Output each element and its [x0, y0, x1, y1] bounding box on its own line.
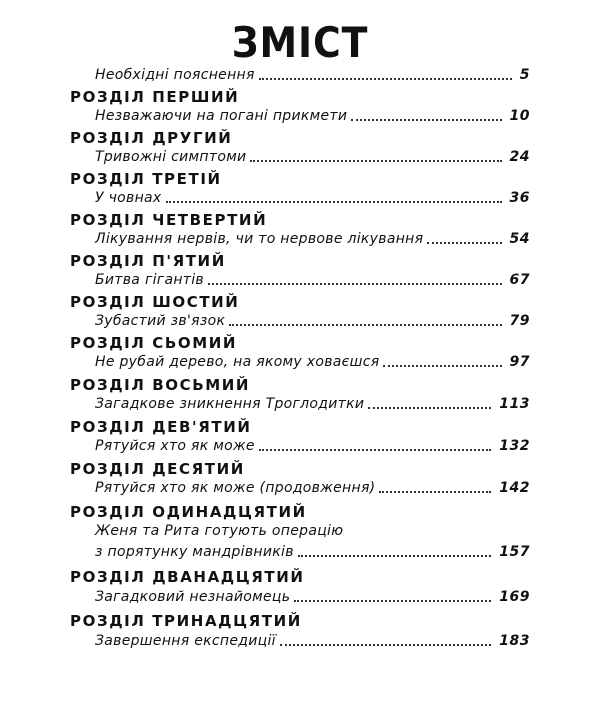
toc-entry-title: Необхідні пояснення — [95, 67, 255, 83]
toc-entry[interactable] — [95, 350, 530, 372]
chapter-heading: РОЗДІЛ ШОСТИЙ — [70, 293, 240, 311]
chapter-entry-line-row — [0, 520, 600, 542]
chapter-entry-row — [0, 145, 600, 167]
chapter-entry-row — [0, 585, 600, 607]
chapter-heading: РОЗДІЛ ТРЕТІЙ — [70, 170, 222, 188]
toc-page-number: 132 — [499, 438, 530, 454]
toc-entry-title-line[interactable]: Женя та Рита готують операцію — [95, 523, 344, 539]
chapter-heading: РОЗДІЛ ПЕРШИЙ — [70, 88, 240, 106]
toc-entry[interactable] — [95, 434, 530, 456]
dot-leader — [351, 119, 501, 121]
dot-leader — [280, 644, 491, 646]
chapter-heading: РОЗДІЛ ДЕСЯТИЙ — [70, 460, 245, 478]
chapter-heading: РОЗДІЛ ТРИНАДЦЯТИЙ — [70, 612, 302, 630]
dot-leader — [208, 283, 502, 285]
chapter-heading: РОЗДІЛ П'ЯТИЙ — [70, 252, 226, 270]
chapter-heading: РОЗДІЛ СЬОМИЙ — [70, 334, 238, 352]
chapter-entry-row — [0, 186, 600, 208]
dot-leader — [229, 324, 501, 326]
chapter-entry-row — [0, 434, 600, 456]
toc-page-number: 79 — [509, 313, 530, 329]
toc-entry[interactable] — [95, 629, 530, 651]
toc-entry-title: Тривожні симптоми — [95, 149, 247, 165]
chapter-heading: РОЗДІЛ ДЕВ'ЯТИЙ — [70, 418, 252, 436]
chapter-heading: РОЗДІЛ ОДИНАДЦЯТИЙ — [70, 503, 307, 521]
chapter-heading: РОЗДІЛ ДВАНАДЦЯТИЙ — [70, 568, 305, 586]
toc-page-number: 113 — [499, 396, 530, 412]
chapter-entry-row — [0, 540, 600, 562]
toc-entry[interactable] — [95, 268, 530, 290]
toc-entry[interactable] — [95, 540, 530, 562]
toc-entry-title: Зубастий зв'язок — [95, 313, 226, 329]
toc-entry-title: Рятуйся хто як може — [95, 438, 255, 454]
toc-entry[interactable] — [95, 104, 530, 126]
toc-entry-title: Загадковий незнайомець — [95, 589, 291, 605]
dot-leader — [298, 555, 492, 557]
toc-entry[interactable] — [95, 585, 530, 607]
chapter-entry-row — [0, 227, 600, 249]
toc-page-number: 5 — [519, 67, 530, 83]
toc-entry[interactable] — [95, 227, 530, 249]
dot-leader — [294, 600, 491, 602]
toc-entry-title: з порятунку мандрівників — [95, 544, 294, 560]
chapter-entry-row — [0, 476, 600, 498]
toc-intro — [0, 63, 600, 85]
toc-page-number: 54 — [509, 231, 530, 247]
toc-page-number: 10 — [509, 108, 530, 124]
toc-entry[interactable] — [95, 186, 530, 208]
dot-leader — [259, 78, 512, 80]
dot-leader — [250, 160, 501, 162]
toc-entry[interactable] — [95, 309, 530, 331]
toc-entry[interactable] — [95, 145, 530, 167]
chapter-entry-row — [0, 350, 600, 372]
toc-entry-title: Лікування нервів, чи то нервове лікування — [95, 231, 424, 247]
dot-leader — [383, 365, 501, 367]
dot-leader — [368, 407, 491, 409]
dot-leader — [166, 201, 502, 203]
toc-page-number: 97 — [509, 354, 530, 370]
toc-page-number: 24 — [509, 149, 530, 165]
toc-entry-title: Загадкове зникнення Троглодитки — [95, 396, 365, 412]
toc-page-number: 36 — [509, 190, 530, 206]
toc-page-number: 157 — [499, 544, 530, 560]
dot-leader — [427, 242, 501, 244]
toc-entry[interactable] — [95, 476, 530, 498]
chapter-heading: РОЗДІЛ ВОСЬМИЙ — [70, 376, 251, 394]
toc-page-number: 67 — [509, 272, 530, 288]
toc-entry[interactable] — [95, 63, 530, 85]
dot-leader — [259, 449, 491, 451]
chapter-entry-row — [0, 629, 600, 651]
chapter-entry-row — [0, 268, 600, 290]
toc-page-number: 183 — [499, 633, 530, 649]
toc-entry-title: Не рубай дерево, на якому ховаєшся — [95, 354, 380, 370]
chapter-heading: РОЗДІЛ ДРУГИЙ — [70, 129, 233, 147]
chapter-entry-row — [0, 309, 600, 331]
toc-entry[interactable] — [95, 392, 530, 414]
toc-page-number: 169 — [499, 589, 530, 605]
toc-entry-title: У човнах — [95, 190, 162, 206]
toc-entry-title: Завершення експедиції — [95, 633, 276, 649]
toc-entry-title: Незважаючи на погані прикмети — [95, 108, 348, 124]
dot-leader — [379, 491, 491, 493]
toc-entry-title: Битва гігантів — [95, 272, 204, 288]
page-title: ЗМІСТ — [231, 18, 369, 67]
chapter-entry-row — [0, 392, 600, 414]
chapter-heading: РОЗДІЛ ЧЕТВЕРТИЙ — [70, 211, 268, 229]
toc-page-number: 142 — [499, 480, 530, 496]
toc-entry-title: Рятуйся хто як може (продовження) — [95, 480, 376, 496]
chapter-entry-row — [0, 104, 600, 126]
